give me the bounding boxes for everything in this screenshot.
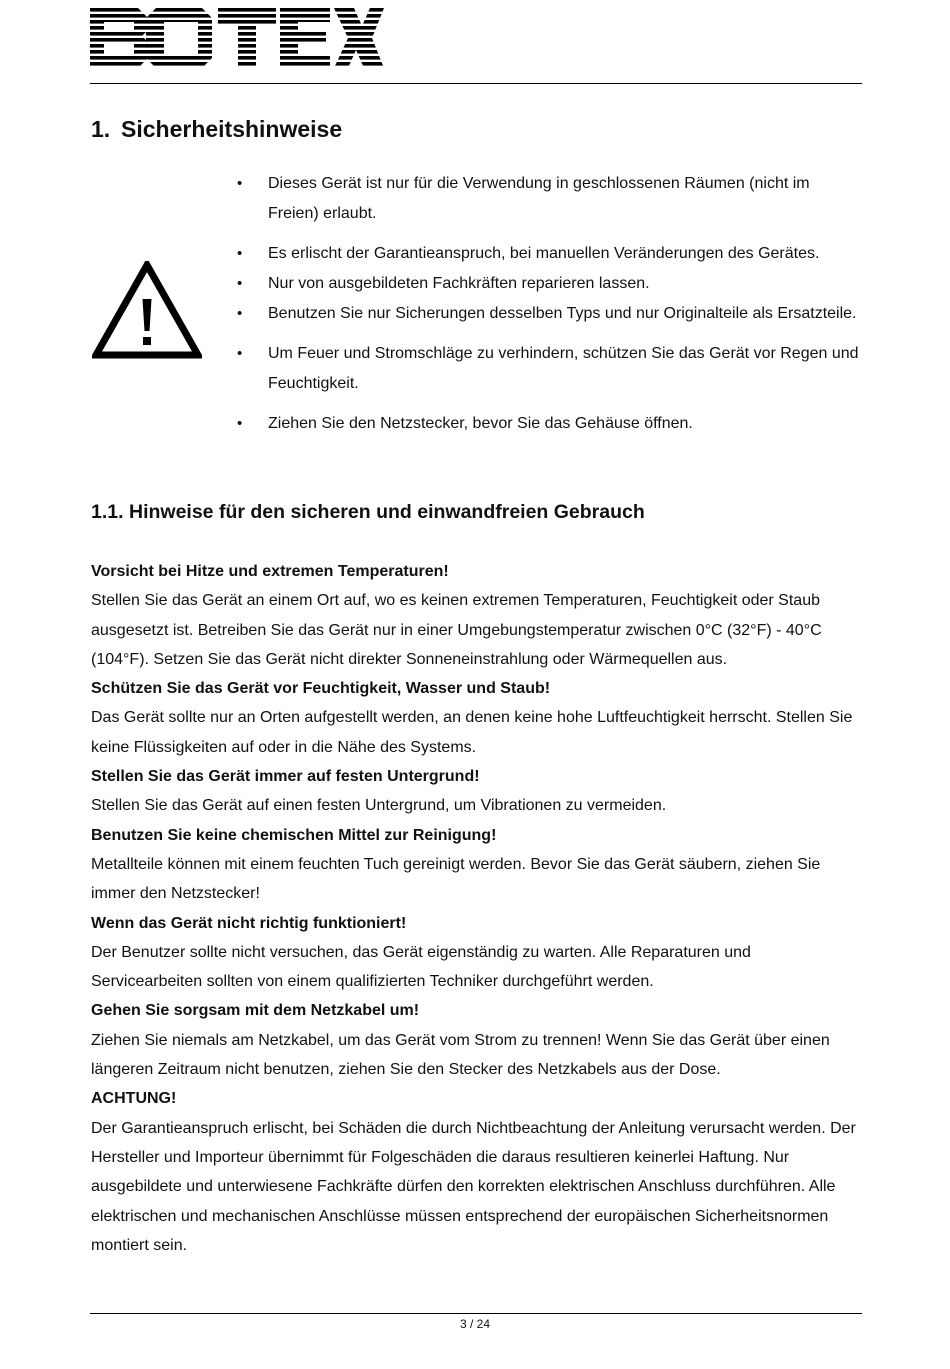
note-text: Ziehen Sie niemals am Netzkabel, um das Gerät vom Strom zu trennen! Wenn Sie das Gerät über einen längeren Zeitraum nicht benutzen, ziehen Sie den Stecker des Netzkabels aus der Dose. (91, 1031, 830, 1079)
note-heading: Vorsicht bei Hitze und extremen Temperaturen! (91, 563, 449, 580)
note-heading: Gehen Sie sorgsam mit dem Netzkabel um! (91, 1002, 420, 1020)
note-text: Das Gerät sollte nur an Orten aufgestellt werden, an denen keine hohe Luftfeuchtigkeit herrscht. Stellen Sie keine Flüssigkeiten auf oder in die Nähe des Systems. (91, 709, 853, 756)
note-text: Stellen Sie das Gerät an einem Ort auf, wo es keinen extremen Temperaturen, Feuchtigkeit oder Staub ausgesetzt ist. Betreiben Sie das Gerät nur in einer Umgebungstemperatur zwischen 0°C (32°F) - 40°C (104°F). Setzen Sie das Gerät nicht direkter Sonneneinstrahlung oder Wärmequellen aus. (91, 592, 822, 668)
note-heading: Wenn das Gerät nicht richtig funktioniert! (91, 914, 407, 932)
botex-logo (90, 8, 384, 68)
section-1-1-heading: 1.1. Hinweise für den sicheren und einwandfreien Gebrauch (91, 501, 645, 523)
list-item: • Nur von ausgebildeten Fachkräften reparieren lassen. (237, 269, 862, 299)
note-text: Metallteile können mit einem feuchten Tuch gereinigt werden. Bevor Sie das Gerät säubern, ziehen Sie immer den Netzstecker! (91, 855, 821, 903)
footer-rule (90, 1313, 862, 1314)
note-text: Der Garantieanspruch erlischt, bei Schäden die durch Nichtbeachtung der Anleitung verursacht werden. Der Hersteller und Importeur übernimmt für Folgeschäden die daraus resultieren keinerlei Haftung. Nur ausgebildete und unterwiesene Fachkräfte dürfen den korrekten elektrischen Anschluss durchführen. Alle elektrischen und mechanischen Anschlüsse müssen entsprechend der europäischen Sicherheitsnormen montiert sein. (91, 1119, 856, 1254)
warning-triangle-icon (92, 261, 202, 359)
note-heading: ACHTUNG! (91, 1090, 177, 1108)
list-item: • Es erlischt der Garantieanspruch, bei manuellen Veränderungen des Gerätes. (237, 239, 862, 269)
header-rule (90, 83, 862, 84)
page-number: 3 / 24 (459, 1317, 491, 1331)
list-item: • Dieses Gerät ist nur für die Verwendung in geschlossenen Räumen (nicht im Freien) erlaubt. (237, 169, 862, 229)
usage-notes (91, 557, 863, 1260)
note-text: Stellen Sie das Gerät auf einen festen Untergrund, um Vibrationen zu vermeiden. (91, 797, 667, 815)
note-heading: Schützen Sie das Gerät vor Feuchtigkeit, Wasser und Staub! (91, 680, 551, 698)
section-1-heading: 1. Sicherheitshinweise (91, 116, 343, 142)
safety-bullet-list (237, 169, 862, 449)
note-text: Der Benutzer sollte nicht versuchen, das Gerät eigenständig zu warten. Alle Reparaturen und Servicearbeiten sollten von einem qualifizierten Techniker durchgeführt werden. (91, 943, 751, 991)
note-heading: Stellen Sie das Gerät immer auf festen Untergrund! (91, 768, 480, 786)
list-item: • Um Feuer und Stromschläge zu verhindern, schützen Sie das Gerät vor Regen und Feuchtigkeit. (237, 339, 862, 399)
note-heading: Benutzen Sie keine chemischen Mittel zur Reinigung! (91, 826, 497, 844)
list-item: • Ziehen Sie den Netzstecker, bevor Sie das Gehäuse öffnen. (237, 409, 862, 439)
list-item: • Benutzen Sie nur Sicherungen desselben Typs und nur Originalteile als Ersatzteile. (237, 299, 862, 329)
